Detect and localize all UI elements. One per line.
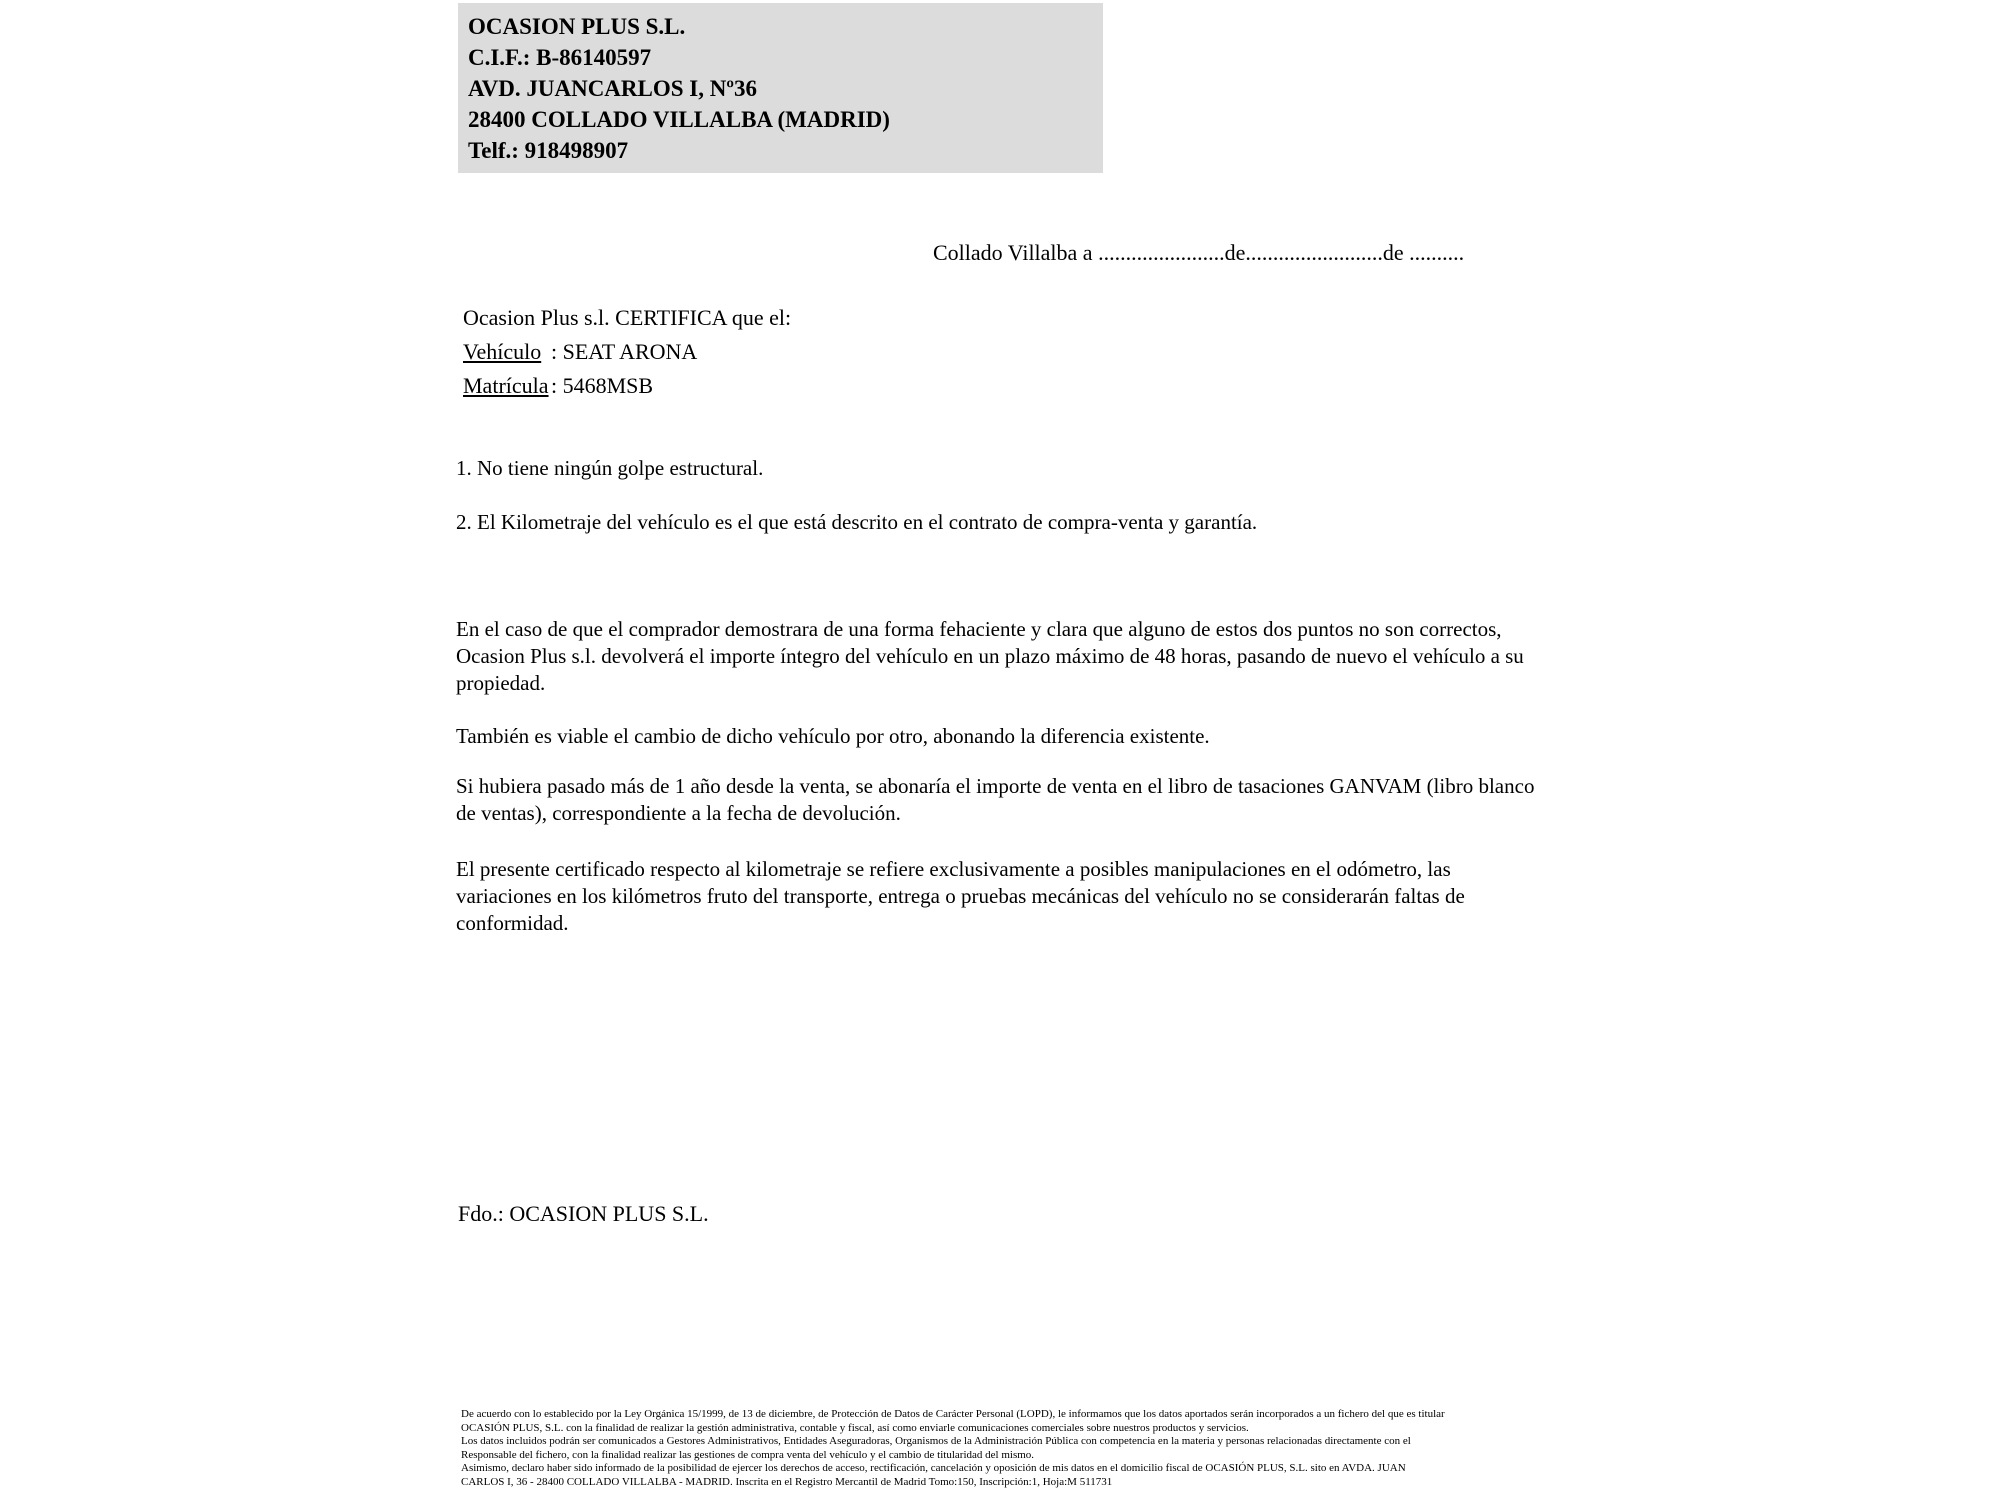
legal-footer-line: Responsable del fichero, con la finalidad realizar las gestiones de compra venta del vehículo y el cambio de titularidad del mismo. [461, 1448, 1035, 1461]
company-phone: Telf.: 918498907 [468, 138, 629, 163]
plate-row [463, 369, 791, 403]
exchange-paragraph: También es viable el cambio de dicho vehículo por otro, abonando la diferencia existente. [456, 724, 1210, 748]
signature-line: Fdo.: OCASION PLUS S.L. [458, 1201, 709, 1226]
date-fill-in-line: Collado Villalba a .......................de.........................de .......... [933, 240, 1465, 265]
company-address: AVD. JUANCARLOS I, Nº36 [468, 76, 757, 101]
legal-footer-line: Asimismo, declaro haber sido informado de la posibilidad de ejercer los derechos de acceso, rectificación, cancelación y oposición de mis datos en el domicilio fiscal de OCASIÓN PLUS, S.L. sito en AVDA. JUAN [461, 1462, 1406, 1474]
ganvam-paragraph: Si hubiera pasado más de 1 año desde la venta, se abonaría el importe de venta en el libro de tasaciones GANVAM (libro blanco de ventas), correspondiente a la fecha de devolución. [456, 774, 1535, 825]
odometer-disclaimer-paragraph: El presente certificado respecto al kilometraje se refiere exclusivamente a posibles manipulaciones en el odómetro, las variaciones en los kilómetros fruto del transporte, entrega o pruebas mecánicas del vehículo no se considerarán faltas de conformidad. [456, 857, 1465, 935]
legal-footer-line: CARLOS I, 36 - 28400 COLLADO VILLALBA - MADRID. Inscrita en el Registro Mercantil de Madrid Tomo:150, Inscripción:1, Hoja:M 511731 [461, 1475, 1113, 1488]
refund-paragraph: En el caso de que el comprador demostrara de una forma fehaciente y clara que alguno de estos dos puntos no son correctos, Ocasion Plus s.l. devolverá el importe íntegro del vehículo en un plazo máximo de 48 horas, pasando de nuevo el vehículo a su propiedad. [456, 617, 1524, 695]
certified-point-1: 1. No tiene ningún golpe estructural. [456, 456, 764, 480]
vehicle-label-wrap [463, 335, 551, 369]
company-cif: C.I.F.: B-86140597 [468, 45, 652, 70]
legal-footer-line: Los datos incluidos podrán ser comunicados a Gestores Administrativos, Entidades Aseguradoras, Organismos de la Administración Pública con competencia en la materia y personas relacionadas directamente con el [461, 1435, 1411, 1447]
company-name: OCASION PLUS S.L. [468, 14, 686, 39]
vehicle-row [463, 335, 791, 369]
certify-intro: Ocasion Plus s.l. CERTIFICA que el: [463, 305, 792, 330]
legal-footer-line: OCASIÓN PLUS, S.L. con la finalidad de realizar la gestión administrativa, contable y fiscal, así como enviarle comunicaciones comerciales sobre nuestros productos y servicios. [461, 1421, 1249, 1434]
certification-block [463, 301, 791, 403]
plate-label: Matrícula [463, 373, 549, 398]
plate-label-wrap [463, 369, 551, 403]
certified-point-2: 2. El Kilometraje del vehículo es el que está descrito en el contrato de compra-venta y garantía. [456, 510, 1258, 534]
plate-value: : 5468MSB [551, 373, 654, 398]
vehicle-label: Vehículo [463, 339, 542, 364]
vehicle-value: : SEAT ARONA [551, 339, 698, 364]
company-header-box [458, 3, 1103, 173]
legal-footer-line: De acuerdo con lo establecido por la Ley Orgánica 15/1999, de 13 de diciembre, de Protección de Datos de Carácter Personal (LOPD), le informamos que los datos aportados serán incorporados a un fichero del que es titular [461, 1408, 1445, 1420]
company-city: 28400 COLLADO VILLALBA (MADRID) [468, 107, 890, 132]
legal-footer [461, 1408, 1571, 1489]
